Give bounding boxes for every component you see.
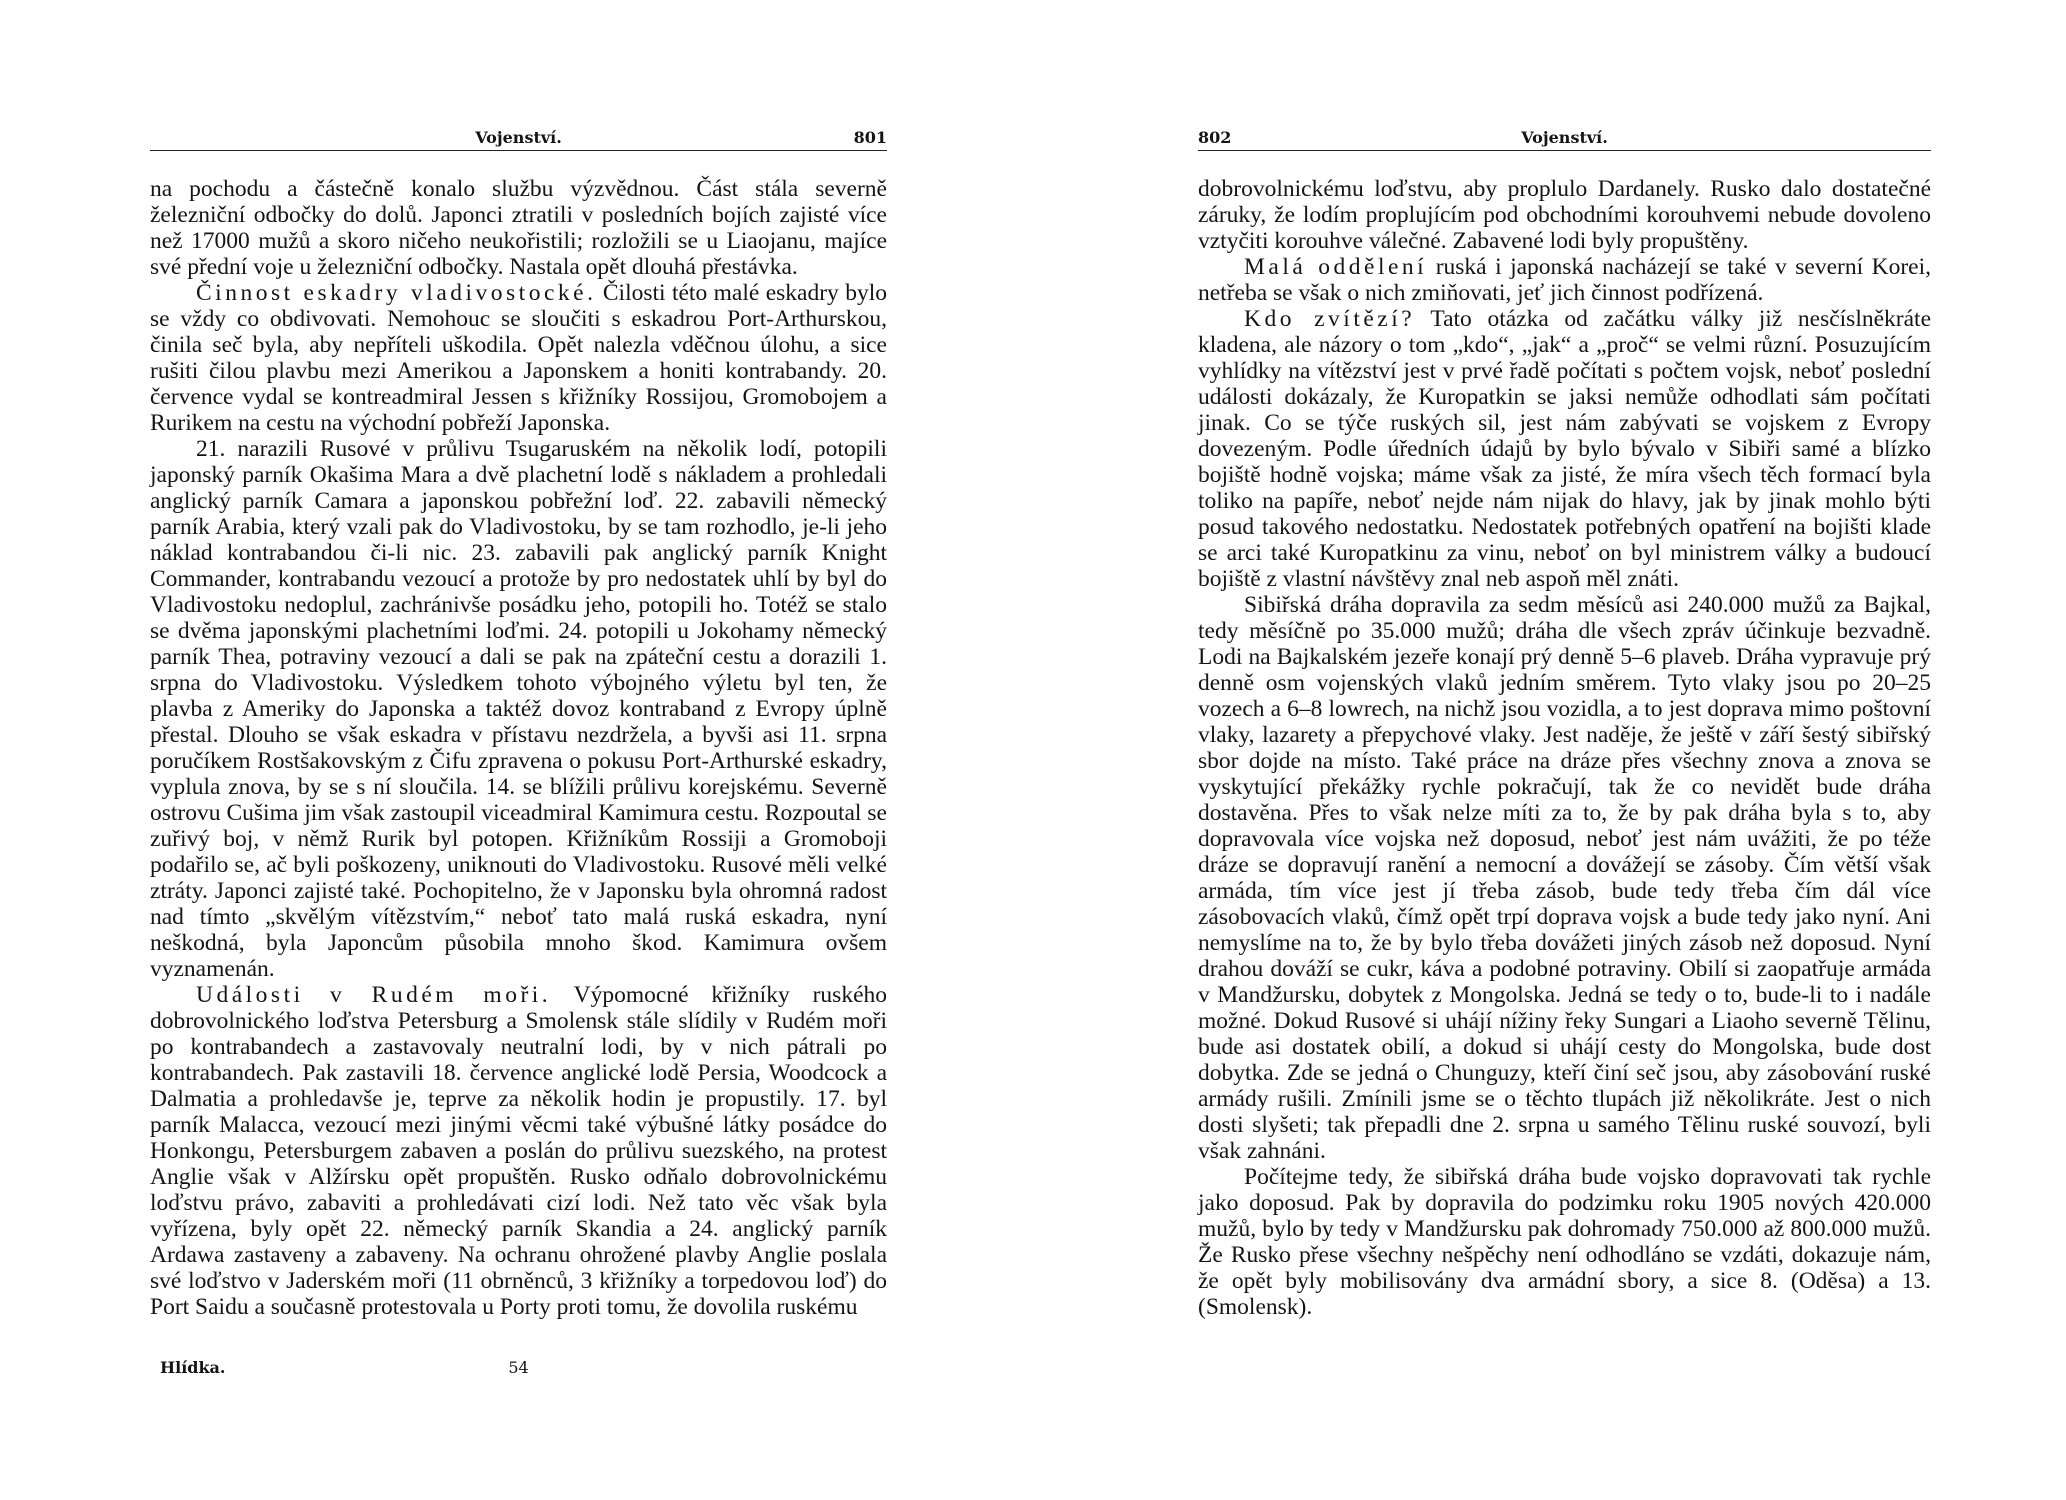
section-heading: Malá oddělení — [1244, 254, 1428, 280]
right-running-title: Vojenství. — [1521, 128, 1608, 147]
section-heading: Události v Rudém moři. — [196, 982, 552, 1008]
right-page-number: 802 — [1198, 128, 1232, 147]
right-paragraph-3: Kdo zvítězí? Tato otázka od začátku války již nesčíslněkráte kladena, ale názory o tom „kdo“, „jak“ a „proč“ se velmi různí. Posuzujícím vyhlídky na vítězství jest v prvé řadě počítati s počtem vojsk, neboť poslední události dokázaly, že Kuropatkin se jaksi nemůže odhodlati sám počítati jinak. Co se týče ruských sil, jest nám zabývati se vojskem z Evropy dovezeným. Podle úředních údajů by bylo bývalo v Sibiři samé a blízko bojiště hodně vojska; máme však za jisté, že míra všech těch formací byla toliko na papíře, neboť nejde nám nijak do hlavy, jak by jinak mohlo býti posud takového nedostatku. Nedostatek potřebných opatření na bojišti klade se arci také Kuropatkinu za vinu, neboť on byl ministrem války a budoucí bojiště z vlastní návštěvy znal neb aspoň měl znáti. — [1198, 306, 1932, 592]
left-page-body — [150, 176, 887, 1320]
right-paragraph-1: dobrovolnickému loďstvu, aby proplulo Dardanely. Rusko dalo dostatečné záruky, že lodím proplujícím pod obchodními korouhvemi nebude dovoleno vztyčiti korouhve válečné. Zabavené lodi byly propuštěny. — [1198, 176, 1931, 254]
right-paragraph-4: Sibiřská dráha dopravila za sedm měsíců asi 240.000 mužů za Bajkal, tedy měsíčně po 35.000 mužů; dráha dle všech zpráv účinkuje bezvadně. Lodi na Bajkalském jezeře konají prý denně 5–6 plaveb. Dráha vypravuje prý denně osm vojenských vlaků jedním směrem. Tyto vlaky jsou po 20–25 vozech a 6–8 lowrech, na nichž jsou vozidla, a to jest doprava mimo poštovní vlaky, lazarety a přepychové vlaky. Jest naděje, že ještě v září šestý sibiřský sbor dojde na místo. Také práce na dráze přes všechny znova a znova se vyskytující překážky rychle pokračují, tak že co nevidět bude dráha dostavěna. Přes to však nelze míti za to, že by pak dráha byla s to, aby dopravovala více vojska než doposud, neboť jest nám uvážiti, že po téže dráze se dopravují ranění a nemocní a dovážejí se zásoby. Čím větší však armáda, tím více jest jí třeba zásob, bude tedy třeba čím dál více zásobovacích vlaků, čímž opět trpí doprava vojsk a bude tedy jako nyní. Ani nemyslíme na to, že by bylo třeba dovážeti jiných zásob než doposud. Nyní drahou dováží se cukr, káva a podobné potraviny. Obilí si zaopatřuje armáda v Mandžursku, dobytek z Mongolska. Jedná se tedy o to, bude-li to i nadále možné. Dokud Rusové si uhájí nížiny řeky Sungari a Liaoho severně Tělinu, bude asi dostatek obilí, a dokud si uhájí cesty do Mongolska, bude dost dobytka. Zde se jedná o Chunguzy, kteří činí seč jsou, aby zásobování ruské armády rušili. Zmínili jsme se o těchto tlupách již několikráte. Jest o nich dosti slyšeti; tak přepadli dne 2. srpna u samého Tělinu ruské souvozí, byli však zahnáni. — [1198, 592, 1931, 1164]
left-paragraph-3: 21. narazili Rusové v průlivu Tsugaruském na několik lodí, potopili japonský parník Okašima Mara a dvě plachetní lodě s nákladem a prohledali anglický parník Camara a japonskou pobřežní loď. 22. zabavili německý parník Arabia, který vzali pak do Vladivostoku, by se tam rozhodlo, je-li jeho náklad kontrabandou či-li nic. 23. zabavili pak anglický parník Knight Commander, kontrabandu vezoucí a protože by pro nedostatek uhlí by byl do Vladivostoku nedoplul, zachránivše posádku jeho, potopili ho. Totéž se stalo se dvěma japonskými plachetními loďmi. 24. potopili u Jokohamy německý parník Thea, potraviny vezoucí a dali se pak na zpáteční cestu a dorazili 1. srpna do Vladivostoku. Výsledkem tohoto výbojného výletu byl ten, že plavba z Ameriky do Japonska a taktéž dovoz kontraband z Evropy úplně přestal. Dlouho se však eskadra v přístavu nezdržela, a byvši asi 11. srpna poručíkem Rostšakovským z Čifu zpravena o pokusu Port-Arthurské eskadry, vyplula znova, by se s ní sloučila. 14. se blížili průlivu korejskému. Severně ostrovu Cušima jim však zastoupil viceadmiral Kamimura cestu. Rozpoutal se zuřivý boj, v němž Rurik byl potopen. Křižníkům Rossiji a Gromoboji podařilo se, ač byli poškozeny, uniknouti do Vladivostoku. Rusové měli velké ztráty. Japonci zajisté také. Pochopitelno, že v Japonsku byla ohromná radost nad tímto „skvělým vítězstvím,“ neboť tato malá ruská eskadra, nyní neškodná, byla Japoncům působila mnoho škod. Kamimura ovšem vyznamenán. — [150, 436, 887, 982]
left-paragraph-2: Činnost eskadry vladivostocké. Čilosti této malé eskadry bylo se vždy co obdivovati. Nemohouc se sloučiti s eskadrou Port-Arthurskou, činila seč byla, aby nepříteli uškodila. Opět nalezla vděčnou úlohu, a sice rušiti čilou plavbu mezi Amerikou a Japonskem a honiti kontrabandy. 20. července vydal se kontreadmiral Jessen s křižníky Rossijou, Gromobojem a Rurikem na cestu na východní pobřeží Japonska. — [150, 280, 887, 436]
right-header-rule — [1198, 150, 1931, 151]
signature-mark: Hlídka. — [160, 1358, 226, 1377]
section-heading: Kdo zvítězí? — [1244, 306, 1416, 332]
right-paragraph-2: Malá oddělení ruská i japonská nacházejí se také v severní Korei, netřeba se však o nich zmiňovati, jeť jich činnost podřízená. — [1198, 254, 1931, 306]
left-page-number: 801 — [853, 128, 887, 147]
left-page-footer — [150, 1358, 887, 1380]
section-heading: Činnost eskadry vladivostocké. — [196, 280, 597, 306]
left-paragraph-4: Události v Rudém moři. Výpomocné křižníky ruského dobrovolnického loďstva Petersburg a Smolensk stále slídily v Rudém moři po kontrabandech a zastavovaly neutralní lodi, by v nich pátrali po kontrabandech. Pak zastavili 18. července anglické lodě Persia, Woodcock a Dalmatia a prohledavše je, teprve za několik hodin je propustily. 17. byl parník Malacca, vezoucí mezi jinými věcmi také výbušné látky posádce do Honkongu, Petersburgem zabaven a poslán do průlivu suezského, na protest Anglie však v Alžírsku opět propuštěn. Rusko odňalo dobrovolnickému loďstvu právo, zabaviti a prohledávati cizí lodi. Než tato věc však byla vyřízena, byly opět 22. německý parník Skandia a 24. anglický parník Ardawa zastaveny a zabaveny. Na ochranu ohrožené plavby Anglie poslala své loďstvo v Jaderském moři (11 obrněnců, 3 křižníky a torpedovou loď) do Port Saidu a současně protestovala u Porty proti tomu, že dovolila ruskému — [150, 982, 887, 1320]
right-paragraph-5: Počítejme tedy, že sibiřská dráha bude vojsko dopravovati tak rychle jako doposud. Pak by dopravila do podzimku roku 1905 nových 420.000 mužů, bylo by tedy v Mandžursku pak dohromady 750.000 až 800.000 mužů. Že Rusko přese všechny nešpěchy není odhodláno se vzdáti, dokazuje nám, že opět byly mobilisovány dva armádní sbory, a sice 8. (Oděsa) a 13. (Smolensk). — [1198, 1164, 1931, 1320]
sheet-number: 54 — [508, 1358, 529, 1377]
left-header-rule — [150, 150, 887, 151]
left-paragraph-1: na pochodu a částečně konalo službu výzvědnou. Část stála severně železniční odbočky do dolů. Japonci ztratili v posledních bojích zajisté více než 17000 mužů a skoro ničeho neukořistili; rozložili se u Liaojanu, majíce své přední voje u železniční odbočky. Nastala opět dlouhá přestávka. — [150, 176, 887, 280]
right-page-body — [1198, 176, 1931, 1320]
left-running-title: Vojenství. — [475, 128, 562, 147]
